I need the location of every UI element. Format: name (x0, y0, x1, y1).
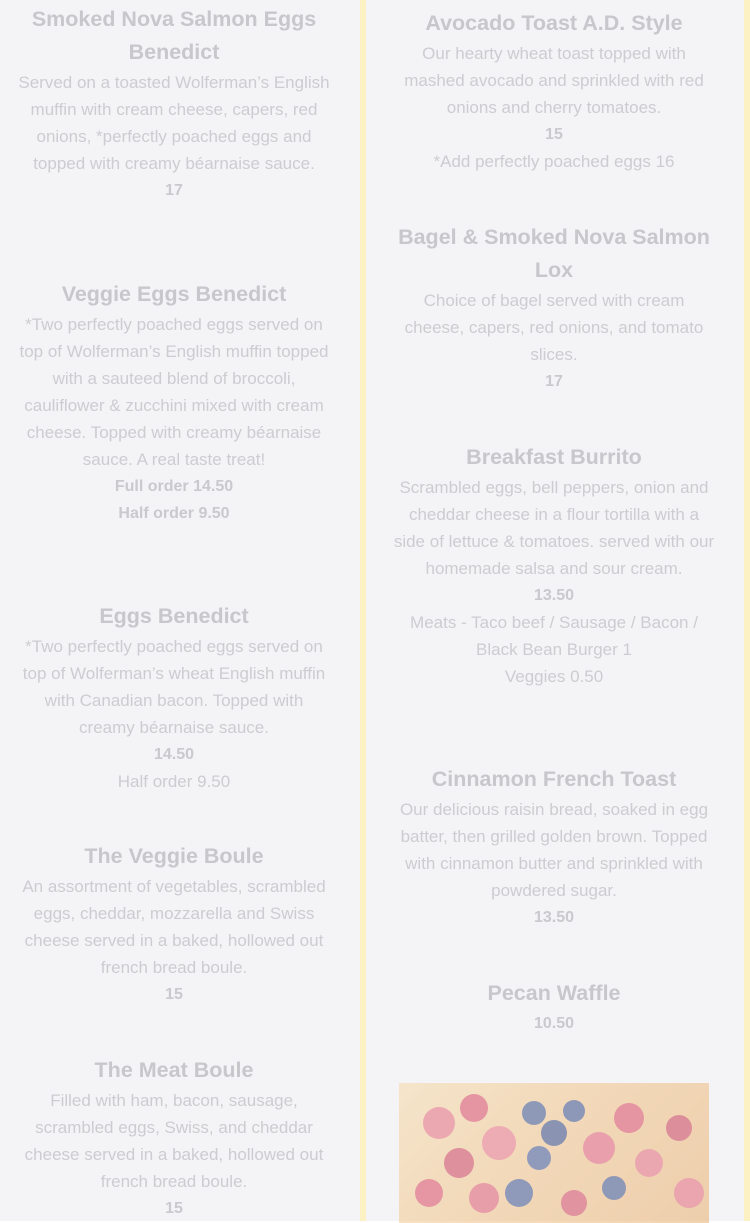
menu-item-description: Filled with ham, bacon, sausage, scrambled eggs, Swiss, and cheddar cheese served in a baked, hollowed out french bread boule. (24, 1091, 324, 1191)
menu-item-price: 10.50 (533, 1015, 575, 1032)
menu-item-smoked-nova-salmon-eggs-benedict (18, 3, 330, 204)
menu-item-eggs-benedict (18, 600, 330, 795)
menu-column-right (366, 0, 744, 1221)
menu-item-description: Scrambled eggs, bell peppers, onion and cheddar cheese in a flour tortilla with a side of lettuce & tomatoes. served with our homemade salsa and sour cream. (393, 478, 715, 578)
menu-item-pecan-waffle (392, 977, 716, 1037)
menu-item-price: 15 (165, 1200, 183, 1217)
menu-item-price: 14.50 (153, 746, 195, 763)
menu-item-cinnamon-french-toast (392, 763, 716, 931)
menu-item-price: 13.50 (533, 587, 575, 604)
menu-item-avocado-toast (392, 7, 716, 175)
menu-item-description: An assortment of vegetables, scrambled eggs, cheddar, mozzarella and Swiss cheese served in a baked, hollowed out french bread boule. (22, 877, 326, 977)
menu-item-description: Our hearty wheat toast topped with mashed avocado and sprinkled with red onions and cherry tomatoes. (404, 44, 704, 117)
menu-item-note: *Add perfectly poached eggs 16 (433, 152, 675, 171)
menu-item-description: Choice of bagel served with cream cheese, capers, red onions, and tomato slices. (404, 291, 704, 364)
menu-item-title: Smoked Nova Salmon Eggs Benedict (31, 7, 317, 64)
menu-column-left (0, 0, 360, 1221)
menu-item-price: 13.50 (533, 909, 575, 926)
right-edge-border (744, 0, 750, 1221)
menu-item-note: Meats - Taco beef / Sausage / Bacon / Black Bean Burger 1 (410, 613, 698, 659)
menu-item-title: Veggie Eggs Benedict (61, 282, 287, 306)
menu-item-title: Cinnamon French Toast (431, 767, 677, 791)
menu-item-breakfast-burrito (392, 441, 716, 690)
menu-item-price: Full order 14.50 (114, 478, 234, 495)
berries-illustration (399, 1083, 709, 1223)
menu-item-description: Served on a toasted Wolferman’s English muffin with cream cheese, capers, red onions, *perfectly poached eggs and topped with creamy béarnaise sauce. (18, 73, 330, 173)
menu-item-bagel-smoked-nova-salmon-lox (392, 221, 716, 395)
menu-item-title: Breakfast Burrito (466, 445, 642, 469)
menu-item-note: Half order 9.50 (117, 772, 231, 791)
menu-item-price: 17 (545, 373, 563, 390)
menu-item-title: The Meat Boule (94, 1058, 254, 1082)
menu-item-title: The Veggie Boule (84, 844, 264, 868)
menu-item-veggie-eggs-benedict (18, 278, 330, 527)
menu-item-description: *Two perfectly poached eggs served on top of Wolferman’s English muffin topped with a sauteed blend of broccoli, cauliflower & zucchini mixed with cream cheese. Topped with creamy béarnaise sauce. A real taste treat! (19, 315, 329, 469)
menu-item-title: Pecan Waffle (487, 981, 621, 1005)
menu-item-title: Avocado Toast A.D. Style (425, 11, 683, 35)
menu-item-price: 15 (165, 986, 183, 1003)
menu-item-title: Eggs Benedict (99, 604, 249, 628)
menu-item-price: 17 (165, 182, 183, 199)
menu-item-note-veggies: Veggies 0.50 (504, 667, 604, 686)
menu-item-veggie-boule (18, 840, 330, 1008)
menu-item-title: Bagel & Smoked Nova Salmon Lox (398, 225, 710, 282)
menu-item-price: 15 (545, 126, 563, 143)
menu-item-meat-boule (18, 1054, 330, 1222)
menu-item-description: *Two perfectly poached eggs served on top of Wolferman’s wheat English muffin with Canadian bacon. Topped with creamy béarnaise sauce. (22, 637, 326, 737)
menu-item-description: Our delicious raisin bread, soaked in egg batter, then grilled golden brown. Topped with cinnamon butter and sprinkled with powdered sugar. (399, 800, 709, 900)
berries-photo (399, 1083, 709, 1223)
menu-item-price-half: Half order 9.50 (118, 505, 230, 522)
